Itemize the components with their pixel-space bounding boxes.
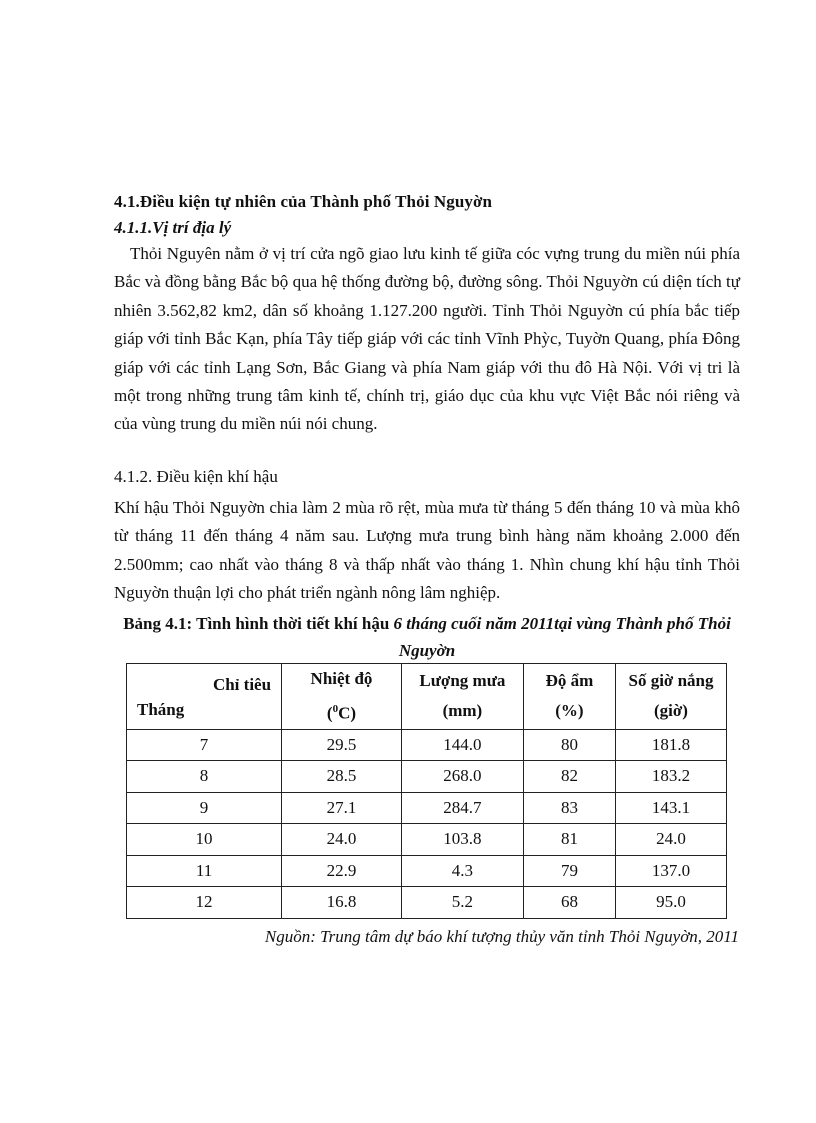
table-caption [114,610,740,664]
cell-rainfall: 268.0 [401,761,523,793]
cell-month: 9 [127,792,282,824]
header-sunshine-label: Số giờ nắng [628,671,714,691]
location-paragraph: Thỏi Nguyên nằm ở vị trí cửa ngõ giao lưu kinh tế giữa cóc vựng trung du miền núi phía Bắc và đồng bằng Bắc bộ qua hệ thống đường bộ, đường sông. Thỏi Nguyờn cú diện tích tự nhiên 3.562,82 km2, dân số khoảng 1.127.200 người. Tỉnh Thỏi Nguyờn cú phía bắc tiếp giáp với tỉnh Bắc Kạn, phía Tây tiếp giáp với các tỉnh Vĩnh Phỳc, Tuyờn Quang, phía Đông giáp với các tỉnh Lạng Sơn, Bắc Giang và phía Nam giáp với thu đô Hà Nội. Với vị tri là một trong những trung tâm kinh tế, chính trị, giáo dục của khu vực Việt Bắc nói riêng và của vùng trung du miền núi nói chung. [114,244,740,434]
table-row [127,792,727,824]
corner-header-indicator: Chỉ tiêu [212,675,272,694]
cell-humidity: 68 [523,887,615,919]
cell-temperature: 22.9 [282,855,402,887]
table-row [127,761,727,793]
header-humidity-unit: (%) [555,701,584,721]
cell-temperature: 29.5 [282,729,402,761]
header-temperature [282,664,402,730]
cell-sunshine: 24.0 [615,824,726,856]
cell-sunshine: 137.0 [615,855,726,887]
table-row [127,887,727,919]
cell-temperature: 24.0 [282,824,402,856]
cell-humidity: 82 [523,761,615,793]
cell-sunshine: 143.1 [615,792,726,824]
header-temperature-unit: ($^0$C) [326,703,357,723]
header-rainfall-label: Lượng mưa [419,671,506,691]
cell-humidity: 83 [523,792,615,824]
cell-rainfall: 144.0 [401,729,523,761]
subsection-heading-climate: 4.1.2. Điều kiện khí hậu [114,467,278,486]
cell-humidity: 80 [523,729,615,761]
cell-sunshine: 95.0 [615,887,726,919]
caption-text: Tình hình thời tiết khí hậu [192,614,394,633]
table-header-row [127,664,727,730]
table-row [127,855,727,887]
header-humidity-label: Độ ẩm [545,671,594,691]
cell-month: 7 [127,729,282,761]
table-row [127,824,727,856]
cell-rainfall: 103.8 [401,824,523,856]
caption-italic-text: 6 tháng cuối năm 2011tại vùng Thành phố Thỏi Nguyờn [393,614,731,660]
cell-humidity: 79 [523,855,615,887]
cell-temperature: 28.5 [282,761,402,793]
climate-table [126,663,727,919]
cell-temperature: 27.1 [282,792,402,824]
header-sunshine-unit: (giờ) [654,701,688,721]
cell-sunshine: 181.8 [615,729,726,761]
caption-label: Bảng 4.1: [123,614,193,633]
subsection-heading-location: 4.1.1.Vị trí địa lý [114,218,232,237]
header-rainfall-unit: (mm) [442,701,483,721]
section-heading: 4.1.Điều kiện tự nhiên của Thành phố Thỏi Nguyờn [114,192,493,211]
corner-header-month: Tháng [137,699,185,719]
cell-rainfall: 5.2 [401,887,523,919]
cell-sunshine: 183.2 [615,761,726,793]
cell-temperature: 16.8 [282,887,402,919]
corner-header-cell [127,664,282,730]
header-sunshine [615,664,726,730]
header-rainfall [401,664,523,730]
cell-rainfall: 4.3 [401,855,523,887]
header-humidity [523,664,615,730]
cell-month: 8 [127,761,282,793]
cell-month: 11 [127,855,282,887]
source-note: Nguồn: Trung tâm dự báo khí tượng thủy văn tỉnh Thỏi Nguyờn, 2011 [264,927,739,946]
table-row [127,729,727,761]
cell-humidity: 81 [523,824,615,856]
climate-paragraph: Khí hậu Thỏi Nguyờn chia làm 2 mùa rõ rệt, mùa mưa từ tháng 5 đến tháng 10 và mùa khô từ tháng 11 đến tháng 4 năm sau. Lượng mưa trung bình hàng năm khoảng 2.000 đến 2.500mm; cao nhất vào tháng 8 và thấp nhất vào tháng 1. Nhìn chung khí hậu tỉnh Thỏi Nguyờn thuận lợi cho phát triển ngành nông lâm nghiệp. [114,498,740,603]
header-temperature-label: Nhiệt độ [310,669,373,688]
cell-month: 10 [127,824,282,856]
cell-month: 12 [127,887,282,919]
cell-rainfall: 284.7 [401,792,523,824]
